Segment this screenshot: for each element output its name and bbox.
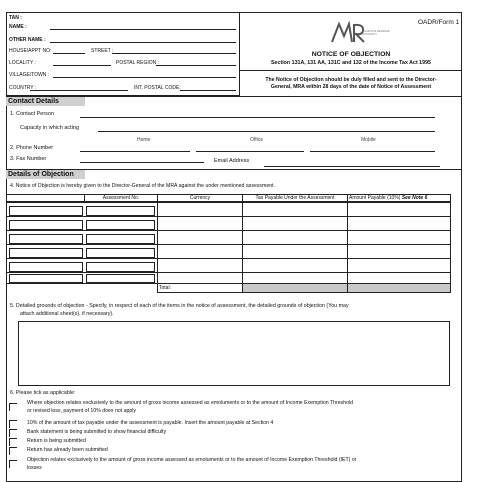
amount-payable-cell[interactable] xyxy=(347,258,451,273)
row-left-input[interactable] xyxy=(9,206,83,216)
logo-subtitle: MAURITIUS REVENUE AUTHORITY xyxy=(362,30,390,36)
phone-home-field[interactable] xyxy=(80,151,190,152)
currency-cell[interactable] xyxy=(157,230,243,245)
email-field[interactable] xyxy=(264,166,440,167)
fax-field[interactable] xyxy=(80,162,204,163)
assessment-no-input[interactable] xyxy=(86,220,155,230)
fax-label: 3. Fax Number xyxy=(10,156,47,162)
amount-payable-cell[interactable] xyxy=(347,230,451,245)
capacity-field[interactable] xyxy=(98,131,435,132)
tax-payable-cell[interactable] xyxy=(242,258,348,273)
name-field[interactable] xyxy=(50,29,236,30)
office-label: Office xyxy=(250,137,263,143)
contact-person-label: 1. Contact Person xyxy=(10,111,55,117)
total-label: Total: xyxy=(157,283,243,293)
row-left-input[interactable] xyxy=(9,248,83,258)
phone-mobile-field[interactable] xyxy=(310,151,435,152)
option-text: losses xyxy=(27,465,42,471)
row-left-input[interactable] xyxy=(9,220,83,230)
col-amount-payable xyxy=(347,194,451,202)
contact-person-field[interactable] xyxy=(80,117,435,118)
street-label: STREET : xyxy=(91,48,114,54)
currency-cell[interactable] xyxy=(157,258,243,273)
postal-region-label: POSTAL REGION : xyxy=(116,60,160,66)
int-postal-label: INT. POSTAL CODE: xyxy=(134,85,181,91)
mobile-label: Mobile xyxy=(361,137,376,143)
locality-field[interactable] xyxy=(53,65,111,66)
other-name-label: OTHER NAME : xyxy=(9,37,46,43)
row-left-input[interactable] xyxy=(9,274,83,283)
option-text: Return is being submitted xyxy=(27,438,86,444)
tax-payable-cell[interactable] xyxy=(242,202,348,217)
tax-payable-cell[interactable] xyxy=(242,244,348,259)
assessment-no-input[interactable] xyxy=(86,274,155,283)
currency-cell[interactable] xyxy=(157,202,243,217)
objection-heading: Details of Objection xyxy=(6,170,85,179)
option-checkbox-iet-losses[interactable] xyxy=(9,460,17,468)
home-label: Home xyxy=(137,137,151,143)
option-checkbox-return-already-submitted[interactable] xyxy=(9,447,17,455)
table-header-blank xyxy=(6,194,85,202)
tax-payable-cell[interactable] xyxy=(242,216,348,231)
notice-line-2: General, MRA within 28 days of the date of Notice of Assessment xyxy=(270,84,432,90)
tan-label: TAN : xyxy=(9,15,22,21)
amount-payable-cell[interactable] xyxy=(347,244,451,259)
tax-payable-cell[interactable] xyxy=(242,230,348,245)
header-divider xyxy=(240,70,462,71)
item6-text: 6. Please tick as applicable: xyxy=(10,390,76,396)
house-field[interactable] xyxy=(53,53,85,54)
option-checkbox-ten-percent[interactable] xyxy=(9,420,17,428)
phone-label: 2. Phone Number xyxy=(10,145,54,151)
locality-label: LOCALITY : xyxy=(9,60,36,66)
row-left-input[interactable] xyxy=(9,234,83,244)
option-text: Bank statement is being submitted to show financial difficulty xyxy=(27,429,167,435)
currency-cell[interactable] xyxy=(157,216,243,231)
option-checkbox-exclusive-emoluments[interactable] xyxy=(9,403,17,411)
village-label: VILLAGE/TOWN : xyxy=(9,72,50,78)
item5-line-2: attach additional sheet(s), if necessary). xyxy=(20,311,114,317)
currency-cell[interactable] xyxy=(157,244,243,259)
form-id: OADR/Form 1 xyxy=(418,19,460,26)
total-amount-payable xyxy=(347,283,451,293)
option-text: Where objection relates exclusively to the amount of gross income assessed as emoluments or to the amount of Income Exemption Threshold xyxy=(27,400,354,406)
country-field[interactable] xyxy=(30,90,128,91)
item5-line-1: 5. Detailed grounds of objection - Specify, in respect of each of the items in the notice of assessment, the detailed grounds of objection (You may xyxy=(10,303,349,309)
option-checkbox-bank-statement[interactable] xyxy=(9,429,17,437)
village-field[interactable] xyxy=(53,77,236,78)
postal-region-field[interactable] xyxy=(156,65,236,66)
name-label: NAME : xyxy=(9,24,27,30)
country-label: COUNTRY : xyxy=(9,85,37,91)
assessment-no-input[interactable] xyxy=(86,248,155,258)
grounds-of-objection-textarea[interactable] xyxy=(18,321,450,386)
option-text: Objection relates exclusively to the amount of gross income assessed as emoluments or to the amount of Income Exemption Threshold (IET) or xyxy=(27,457,357,463)
option-text: Return has already been submitted xyxy=(27,447,108,453)
other-name-field[interactable] xyxy=(50,42,236,43)
amount-payable-label: Amount Payable (10%) xyxy=(349,195,401,201)
assessment-no-input[interactable] xyxy=(86,234,155,244)
option-text: or revised loss, payment of 10% does not apply xyxy=(27,408,136,414)
option-text: 10% of the amount of tax payable under the assessment is payable. Insert the amount payable at Section 4 xyxy=(27,420,274,426)
email-label: Email Address xyxy=(214,158,250,164)
street-field[interactable] xyxy=(112,53,236,54)
total-tax-payable xyxy=(242,283,348,293)
int-postal-field[interactable] xyxy=(180,90,236,91)
option-checkbox-return-submitted[interactable] xyxy=(9,438,17,446)
assessment-no-input[interactable] xyxy=(86,262,155,272)
item4-text: 4. Notice of Objection is hereby given to the Director-General of the MRA against the under mentioned assessment. xyxy=(10,183,275,189)
taxpayer-identity-box xyxy=(6,12,240,96)
phone-office-field[interactable] xyxy=(196,151,304,152)
house-label: HOUSE/APPT NO: xyxy=(9,48,52,54)
contact-heading: Contact Details xyxy=(6,97,85,106)
notice-line-1: The Notice of Objection should be duly filled and sent to the Director- xyxy=(265,77,437,83)
amount-payable-cell[interactable] xyxy=(347,202,451,217)
see-note-label: See Note 6 xyxy=(401,195,428,201)
form-title: NOTICE OF OBJECTION xyxy=(311,51,391,58)
capacity-label: Capacity in which acting xyxy=(20,125,80,131)
col-tax-payable: Tax Payable Under the Assessment xyxy=(242,194,348,202)
assessment-no-input[interactable] xyxy=(86,206,155,216)
row-left-input[interactable] xyxy=(9,262,83,272)
amount-payable-cell[interactable] xyxy=(347,216,451,231)
col-currency: Currency xyxy=(157,194,243,202)
col-assessment-no: Assessment No. xyxy=(84,194,158,202)
act-sections: Section 131A, 131 AA, 131C and 132 of the Income Tax Act 1995 xyxy=(271,60,431,66)
